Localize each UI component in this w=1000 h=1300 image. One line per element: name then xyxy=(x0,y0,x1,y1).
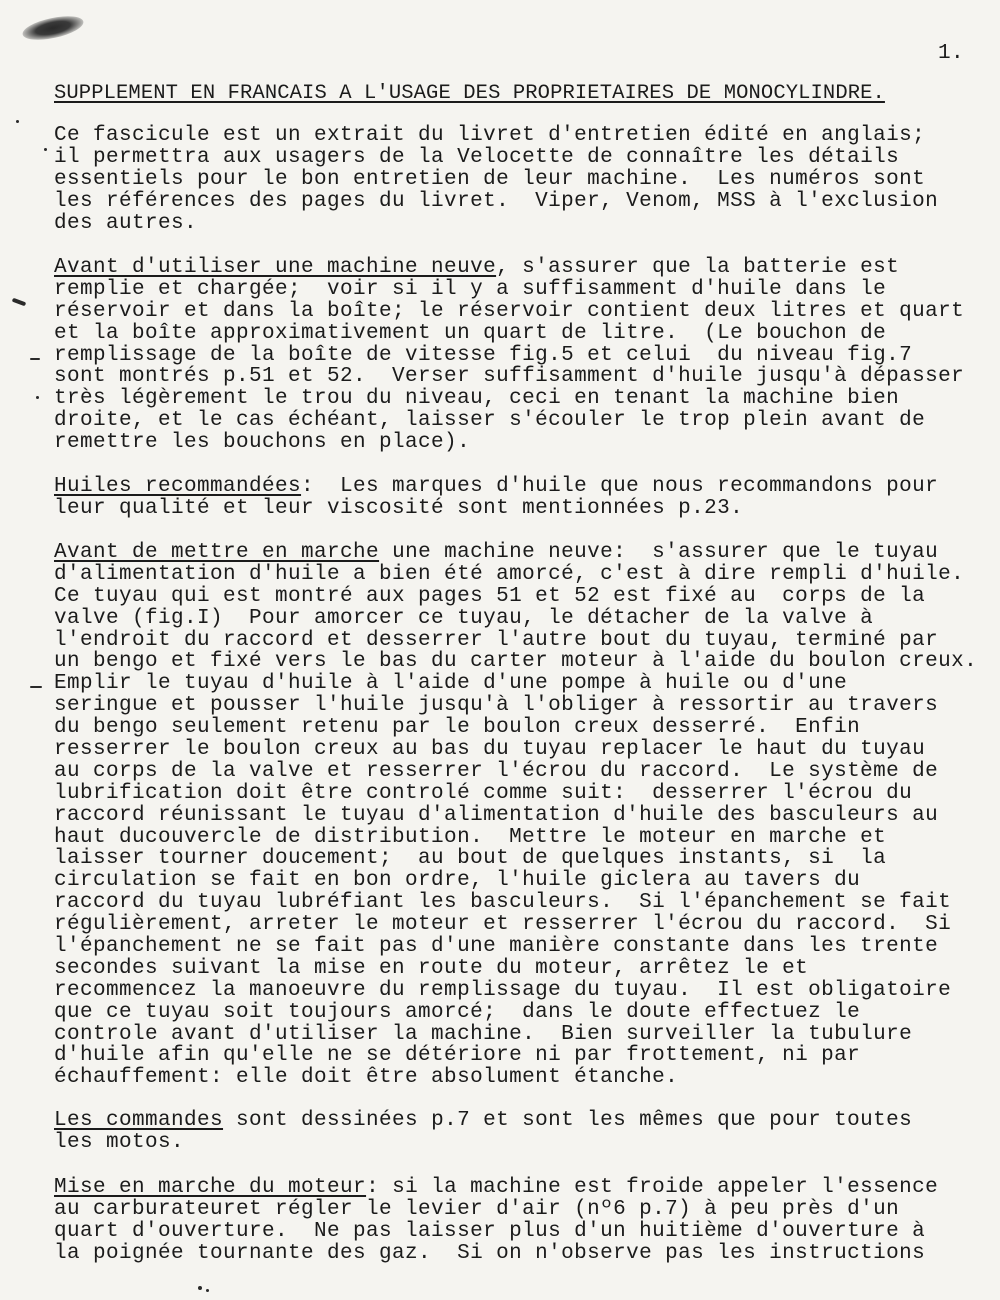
text-line xyxy=(54,1177,974,1199)
text-line: les références des pages du livret. Viper, Venom, MSS à l'exclusion xyxy=(54,189,939,213)
text-line: seringue et pousser l'huile jusqu'à l'obliger à ressortir au travers xyxy=(54,694,939,718)
text-line: quart d'ouverture. Ne pas laisser plus d'un huitième d'ouverture à xyxy=(54,1219,926,1243)
text-line: resserrer le boulon creux au bas du tuyau replacer le haut du tuyau xyxy=(54,738,926,762)
start-new-machine-paragraph xyxy=(54,541,978,1090)
oils-paragraph xyxy=(54,476,974,520)
text-line: raccord réunissant le tuyau d'alimentation d'huile des basculeurs au xyxy=(54,803,939,827)
text-line: d'alimentation d'huile a bien été amorcé, c'est à dire rempli d'huile. xyxy=(54,562,965,586)
text-line: Emplir le tuyau d'huile à l'aide d'une pompe à huile ou d'une xyxy=(54,672,848,696)
ink-speck xyxy=(30,358,40,360)
text-line: droite, et le cas échéant, laisser s'écouler le trop plein avant de xyxy=(54,409,926,433)
text-line: raccord du tuyau lubréfiant les basculeurs. Si l'épanchement se fait xyxy=(54,891,952,915)
text-run: , s'assurer que la batterie est xyxy=(496,256,900,279)
text-line: lubrification doit être controlé comme suit: desserrer l'écrou du xyxy=(54,781,913,805)
text-line: circulation se fait en bon ordre, l'huile giclera au tavers du xyxy=(54,869,861,893)
section-heading: Avant d'utiliser une machine neuve xyxy=(54,256,497,279)
text-line: très légèrement le trou du niveau, ceci en tenant la machine bien xyxy=(54,387,900,411)
text-line: la poignée tournante des gaz. Si on n'observe pas les instructions xyxy=(54,1241,926,1265)
text-line: laisser tourner doucement; au bout de quelques instants, si la xyxy=(54,847,887,871)
text-line: les motos. xyxy=(54,1130,185,1154)
text-line: Ce tuyau qui est montré aux pages 51 et 52 est fixé au corps de la xyxy=(54,584,926,608)
ink-speck xyxy=(30,686,42,688)
text-line: il permettra aux usagers de la Velocette de connaître les détails xyxy=(54,145,900,169)
text-line: secondes suivant la mise en route du moteur, arrêtez le et xyxy=(54,956,809,980)
text-line: haut ducouvercle de distribution. Mettre le moteur en marche et xyxy=(54,825,887,849)
text-line: un bengo et fixé vers le bas du carter moteur à l'aide du boulon creux. xyxy=(54,650,978,674)
text-line: réservoir et dans la boîte; le réservoir contient deux litres et quart xyxy=(54,299,965,323)
new-machine-paragraph xyxy=(54,257,974,454)
text-line xyxy=(54,257,974,279)
text-line: leur qualité et leur viscosité sont mentionnées p.23. xyxy=(54,496,744,520)
text-line xyxy=(54,476,974,498)
section-heading: Huiles recommandées xyxy=(54,475,302,498)
text-line: l'endroit du raccord et desserrer l'autre bout du tuyau, terminé par xyxy=(54,628,939,652)
text-line: valve (fig.I) Pour amorcer ce tuyau, le détacher de la valve à xyxy=(54,606,874,630)
text-line xyxy=(54,542,974,564)
section-heading: Avant de mettre en marche xyxy=(54,541,380,564)
intro-paragraph xyxy=(54,125,974,234)
text-line: que ce tuyau soit toujours amorcé; dans le doute effectuez le xyxy=(54,1000,861,1024)
text-line: controle avant d'utiliser la machine. Bien surveiller la tubulure xyxy=(54,1022,913,1046)
text-line: Ce fascicule est un extrait du livret d'entretien édité en anglais; xyxy=(54,124,926,147)
text-run: : Les marques d'huile que nous recommandons pour xyxy=(301,475,939,498)
ink-speck xyxy=(206,1289,209,1292)
controls-paragraph xyxy=(54,1110,974,1154)
text-line: remettre les bouchons en place). xyxy=(54,431,471,455)
ink-smudge xyxy=(21,12,86,44)
text-line: échauffement: elle doit être absolument étanche. xyxy=(54,1066,679,1090)
section-heading: Mise en marche du moteur xyxy=(54,1176,367,1199)
text-line: régulièrement, arreter le moteur et resserrer l'écrou du raccord. Si xyxy=(54,913,952,937)
ink-speck xyxy=(36,396,39,399)
text-line: d'huile afin qu'elle ne se détériore ni par frottement, ni par xyxy=(54,1044,861,1068)
text-line: au corps de la valve et resserrer l'écrou du raccord. Le système de xyxy=(54,759,939,783)
text-line: remplie et chargée; voir si il y a suffisamment d'huile dans le xyxy=(54,277,887,301)
ink-speck xyxy=(44,148,47,151)
text-line xyxy=(54,1110,974,1132)
ink-speck xyxy=(16,120,19,123)
document-title: SUPPLEMENT EN FRANCAIS A L'USAGE DES PROPRIETAIRES DE MONOCYLINDRE. xyxy=(54,82,885,105)
engine-start-paragraph xyxy=(54,1177,974,1265)
text-run: sont dessinées p.7 et sont les mêmes que pour toutes xyxy=(223,1109,913,1132)
page-number: 1. xyxy=(938,42,965,65)
text-line: l'épanchement ne se fait pas d'une manière constante dans les trente xyxy=(54,935,939,959)
text-line: sont montrés p.51 et 52. Verser suffisamment d'huile jusqu'à dépasser xyxy=(54,365,965,389)
section-heading: Les commandes xyxy=(54,1109,224,1132)
text-line: et la boîte approximativement un quart de litre. (Le bouchon de xyxy=(54,321,887,345)
ink-speck xyxy=(12,298,27,307)
text-line: du bengo seulement retenu par le boulon creux desserré. Enfin xyxy=(54,716,861,740)
text-line: essentiels pour le bon entretien de leur machine. Les numéros sont xyxy=(54,167,926,191)
text-line: remplissage de la boîte de vitesse fig.5 et celui du niveau fig.7 xyxy=(54,343,913,367)
text-line: au carburateuret régler le levier d'air (nº6 p.7) à peu près d'un xyxy=(54,1197,900,1221)
text-run: une machine neuve: s'assurer que le tuyau xyxy=(379,541,939,564)
text-line: recommencez la manoeuvre du remplissage du tuyau. Il est obligatoire xyxy=(54,978,952,1002)
text-line: des autres. xyxy=(54,211,198,235)
text-run: : si la machine est froide appeler l'essence xyxy=(366,1176,939,1199)
ink-speck xyxy=(198,1286,202,1290)
